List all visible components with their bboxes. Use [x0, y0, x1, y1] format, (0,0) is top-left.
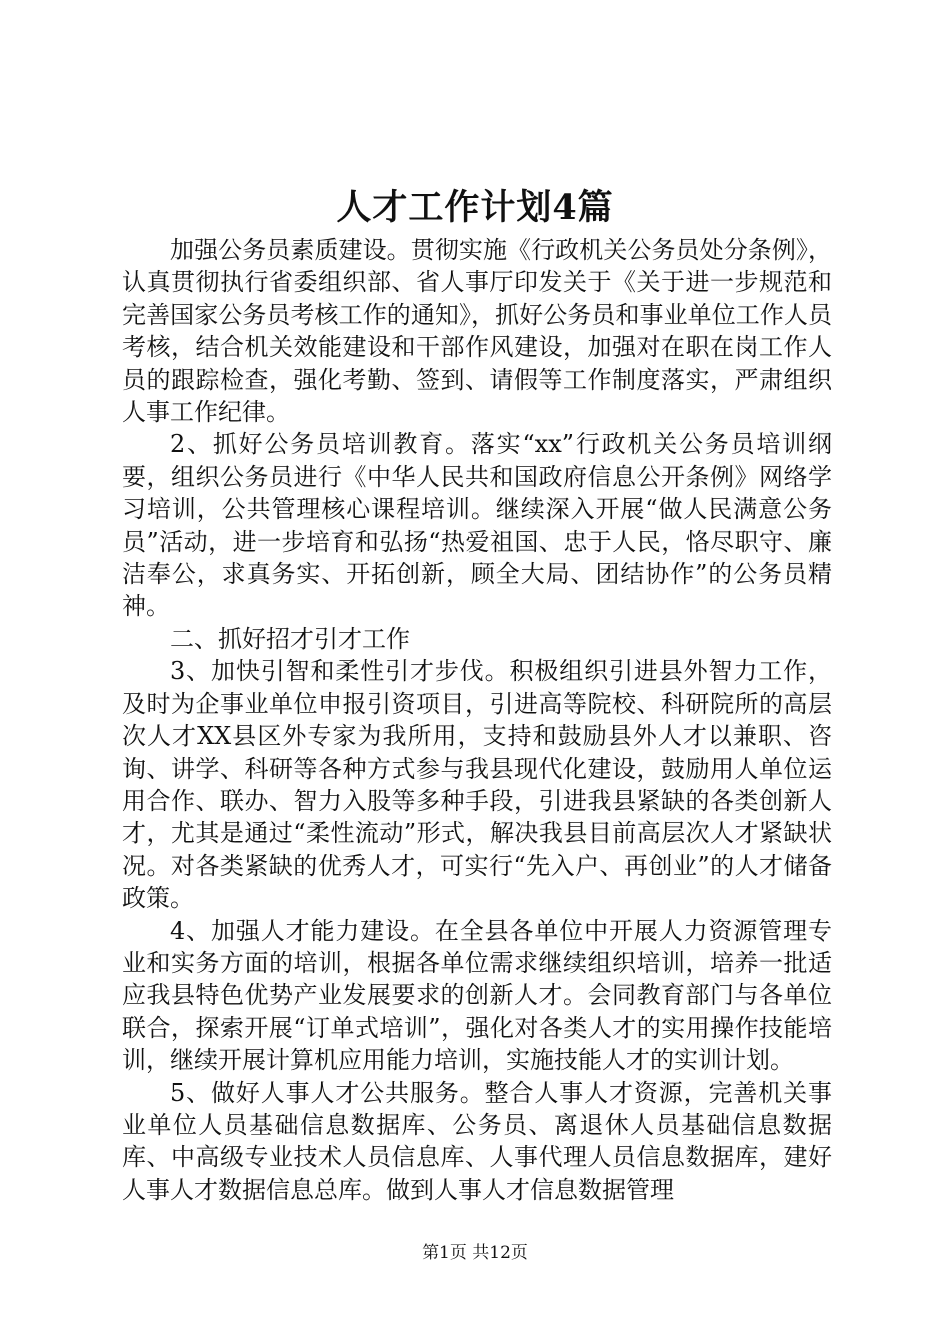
document-title: 人才工作计划4篇 [336, 187, 614, 228]
paragraph-5: 5、做好人事人才公共服务。整合人事人才资源，完善机关事业单位人员基础信息数据库、公务员、离退休人员基础信息数据库、中高级专业技术人员信息库、人事代理人员信息数据库，建好人事人才数据信息总库。做到人事人才信息数据管理 [122, 1078, 832, 1204]
document-body [122, 234, 832, 1206]
section-heading: 二、抓好招才引才工作 [170, 624, 410, 653]
paragraph-2: 2、抓好公务员培训教育。落实“xx”行政机关公务员培训纲要，组织公务员进行《中华人民共和国政府信息公开条例》网络学习培训，公共管理核心课程培训。继续深入开展“做人民满意公务员”活动，进一步培育和弘扬“热爱祖国、忠于人民，恪尽职守、廉洁奉公，求真务实、开拓创新，顾全大局、团结协作”的公务员精神。 [122, 430, 832, 621]
paragraph-4: 4、加强人才能力建设。在全县各单位中开展人力资源管理专业和实务方面的培训，根据各单位需求继续组织培训，培养一批适应我县特色优势产业发展要求的创新人才。会同教育部门与各单位联合，探索开展“订单式培训”，强化对各类人才的实用操作技能培训，继续开展计算机应用能力培训，实施技能人才的实训计划。 [122, 916, 832, 1075]
page-number-footer: 第1页 共12页 [422, 1243, 528, 1263]
paragraph-3: 3、加快引智和柔性引才步伐。积极组织引进县外智力工作，及时为企事业单位申报引资项目，引进高等院校、科研院所的高层次人才XX县区外专家为我所用，支持和鼓励县外人才以兼职、咨询、讲学、科研等各种方式参与我县现代化建设，鼓励用人单位运用合作、联办、智力入股等多种手段，引进我县紧缺的各类创新人才，尤其是通过“柔性流动”形式，解决我县目前高层次人才紧缺状况。对各类紧缺的优秀人才，可实行“先入户、再创业”的人才储备政策。 [122, 657, 832, 913]
paragraph-1: 加强公务员素质建设。贯彻实施《行政机关公务员处分条例》，认真贯彻执行省委组织部、省人事厅印发关于《关于进一步规范和完善国家公务员考核工作的通知》，抓好公务员和事业单位工作人员考核，结合机关效能建设和干部作风建设，加强对在职在岗工作人员的跟踪检查，强化考勤、签到、请假等工作制度落实，严肃组织人事工作纪律。 [122, 236, 832, 427]
